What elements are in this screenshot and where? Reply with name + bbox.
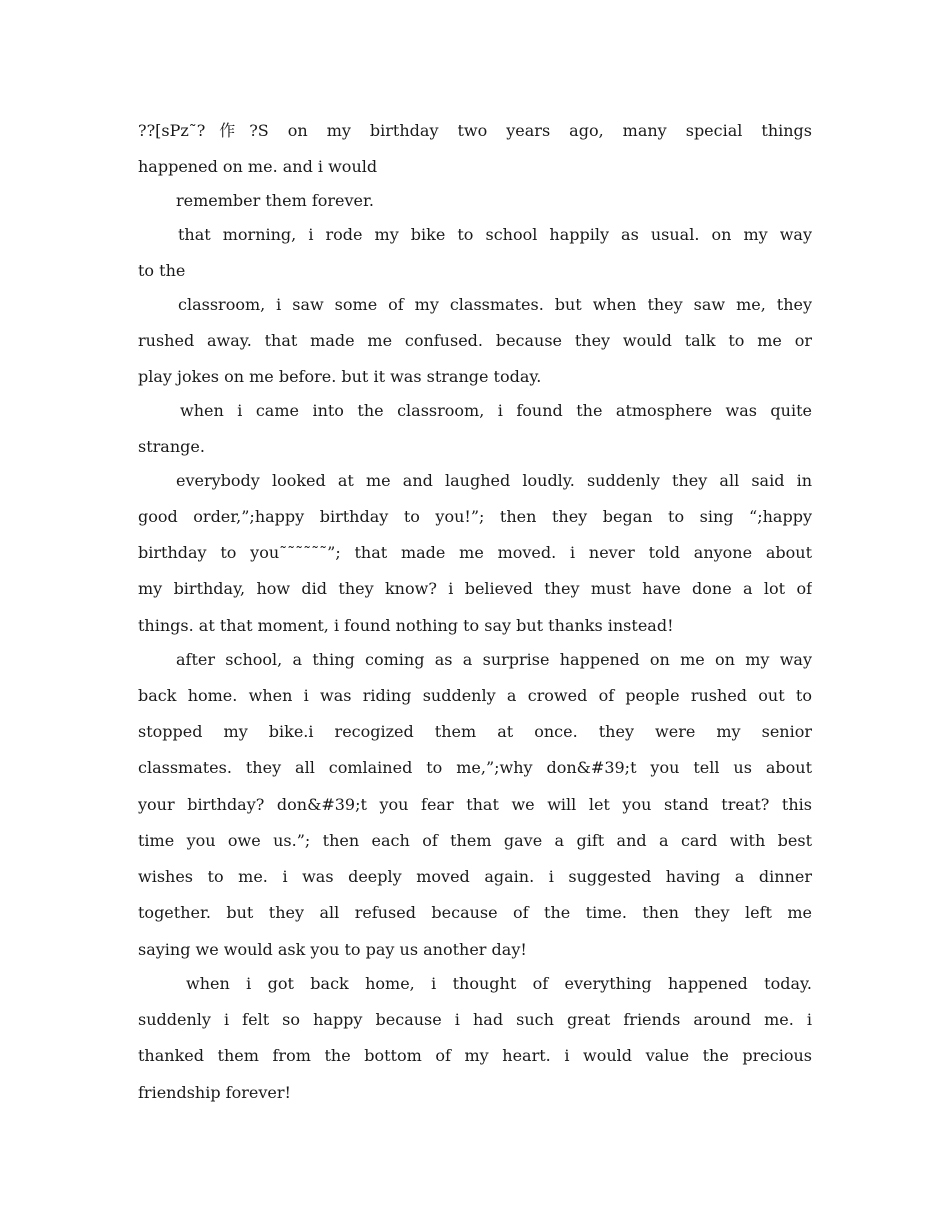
text-line: strange. [138, 437, 205, 456]
text-line: happened on me. and i would [138, 157, 378, 176]
text-line: suddenly i felt so happy because i had such great friends around me. i [138, 1010, 812, 1029]
text-line: classmates. they all comlained to me,”;why don&#39;t you tell us about [138, 758, 812, 777]
text-line: remember them forever. [176, 191, 374, 210]
text-line: that morning, i rode my bike to school happily as usual. on my way [178, 225, 812, 244]
text-line: rushed away. that made me confused. because they would talk to me or [138, 331, 812, 350]
text-line: friendship forever! [138, 1083, 291, 1102]
text-line: thanked them from the bottom of my heart. i would value the precious [138, 1046, 812, 1065]
text-line: together. but they all refused because of the time. then they left me [138, 903, 812, 922]
text-line: birthday to you˜˜˜˜˜˜”; that made me moved. i never told anyone about [138, 543, 812, 562]
text-line: good order,”;happy birthday to you!”; then they began to sing “;happy [138, 507, 812, 526]
text-line: everybody looked at me and laughed loudly. suddenly they all said in [176, 471, 812, 490]
text-line: my birthday, how did they know? i believed they must have done a lot of [138, 579, 812, 598]
text-line: when i came into the classroom, i found the atmosphere was quite [180, 401, 812, 420]
text-line: when i got back home, i thought of everything happened today. [186, 974, 812, 993]
text-line: your birthday? don&#39;t you fear that we will let you stand treat? this [138, 795, 812, 814]
text-line: saying we would ask you to pay us another day! [138, 940, 527, 959]
text-line: play jokes on me before. but it was strange today. [138, 367, 542, 386]
text-line: ??[sPz˜?作?S on my birthday two years ago, many special things [138, 121, 812, 140]
text-line: back home. when i was riding suddenly a crowed of people rushed out to [138, 686, 812, 705]
text-line: time you owe us.”; then each of them gave a gift and a card with best [138, 831, 812, 850]
text-line: things. at that moment, i found nothing to say but thanks instead! [138, 616, 674, 635]
text-line: after school, a thing coming as a surprise happened on me on my way [176, 650, 812, 669]
text-line: stopped my bike.i recogized them at once. they were my senior [138, 722, 812, 741]
text-line: to the [138, 261, 186, 280]
text-line: classroom, i saw some of my classmates. but when they saw me, they [178, 295, 812, 314]
text-line: wishes to me. i was deeply moved again. i suggested having a dinner [138, 867, 812, 886]
